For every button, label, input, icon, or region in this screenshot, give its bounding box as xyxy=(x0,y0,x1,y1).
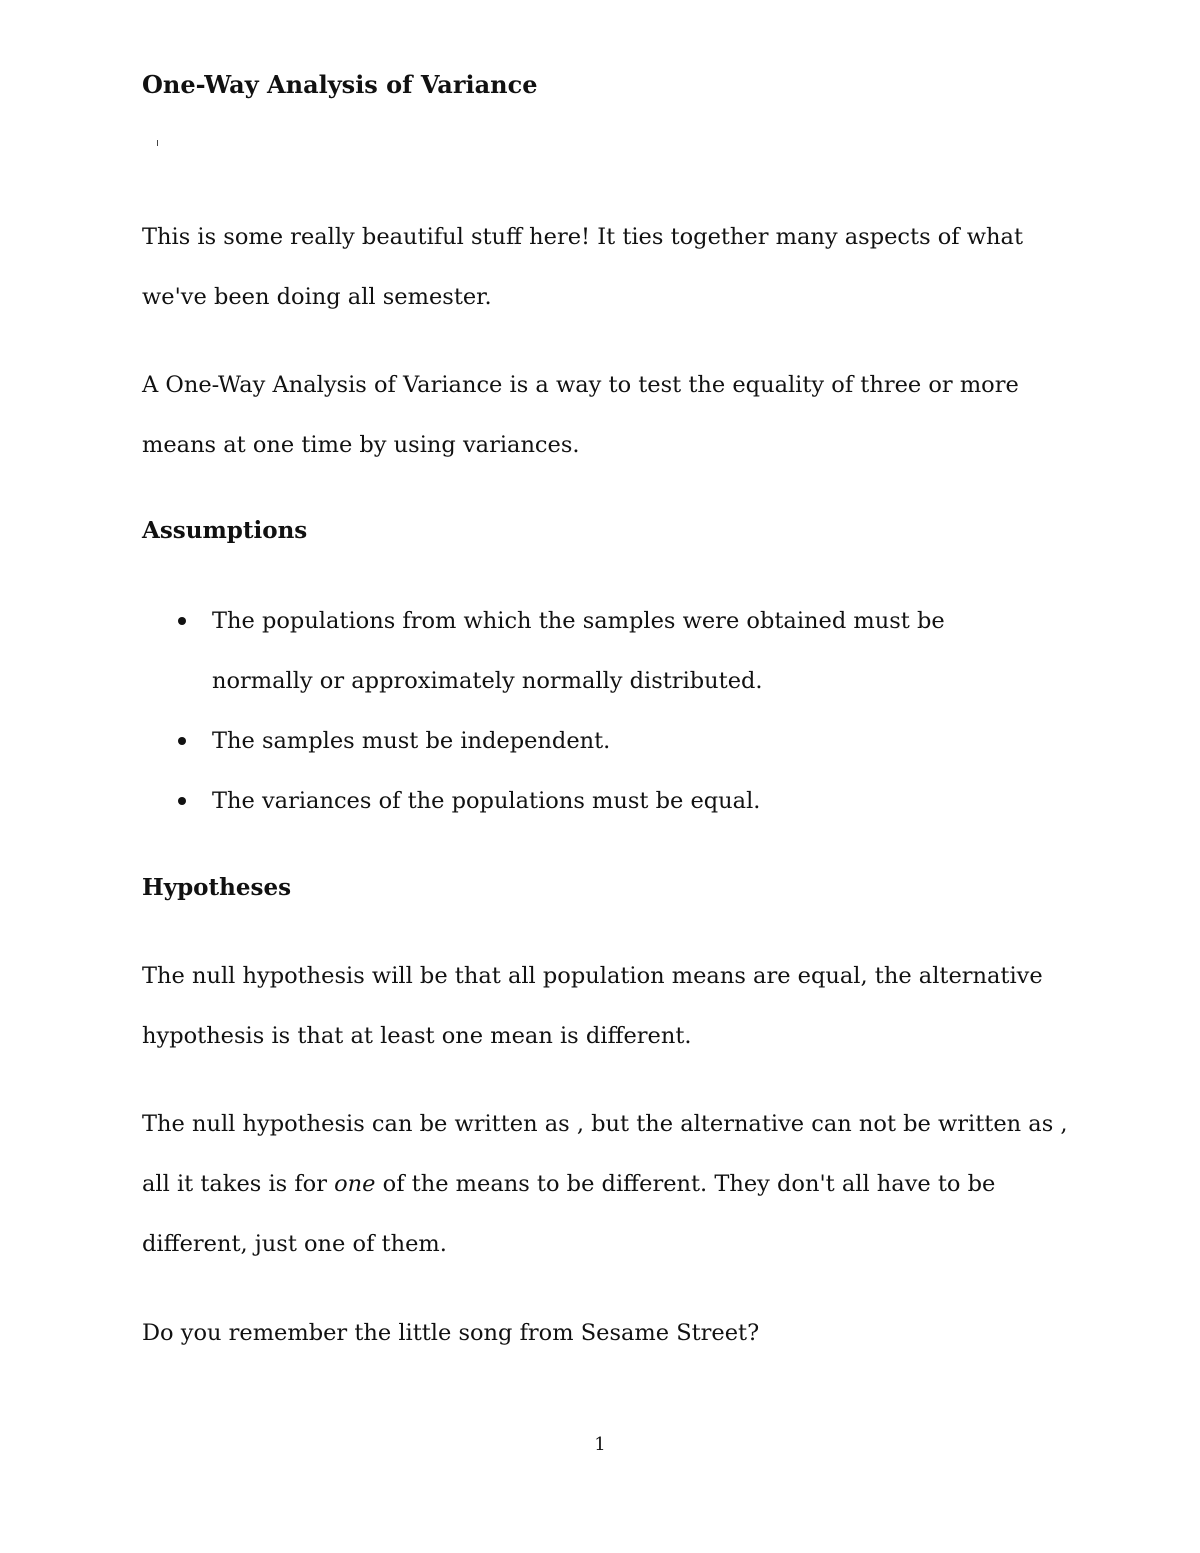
hypotheses-heading: Hypotheses xyxy=(142,874,292,901)
sesame-street-paragraph: Do you remember the little song from Sesame Street? xyxy=(142,1320,760,1346)
assumptions-heading: Assumptions xyxy=(142,517,308,544)
list-item xyxy=(142,591,972,711)
list-item xyxy=(142,771,972,831)
emphasis-text: one xyxy=(334,1171,376,1197)
null-hypothesis-paragraph: The null hypothesis will be that all population means are equal, the alternative hypothesis is that at least one mean is different. xyxy=(142,963,1043,1049)
bullet-icon xyxy=(178,737,186,745)
list-item-text: The variances of the populations must be equal. xyxy=(212,788,761,814)
list-item xyxy=(142,711,972,771)
list-item-text: The samples must be independent. xyxy=(212,728,611,754)
stray-mark xyxy=(157,140,158,146)
definition-paragraph: A One-Way Analysis of Variance is a way to test the equality of three or more means at one time by using variances. xyxy=(142,372,1019,458)
intro-paragraph: This is some really beautiful stuff here! It ties together many aspects of what we've been doing all semester. xyxy=(142,224,1023,310)
bullet-icon xyxy=(178,797,186,805)
assumptions-list xyxy=(142,591,1042,831)
page-number: 1 xyxy=(594,1434,606,1455)
notation-paragraph xyxy=(142,1094,1072,1274)
list-item-text: The populations from which the samples were obtained must be normally or approximately normally distributed. xyxy=(212,608,945,694)
notation-text-start: The null hypothesis can be written as , but the alternative can not be written as , all it takes is for xyxy=(142,1111,1068,1197)
notation-text-end: of the means to be different. They don't all have to be different, just one of them. xyxy=(142,1171,996,1257)
document-title: One-Way Analysis of Variance xyxy=(142,70,538,99)
bullet-icon xyxy=(178,617,186,625)
